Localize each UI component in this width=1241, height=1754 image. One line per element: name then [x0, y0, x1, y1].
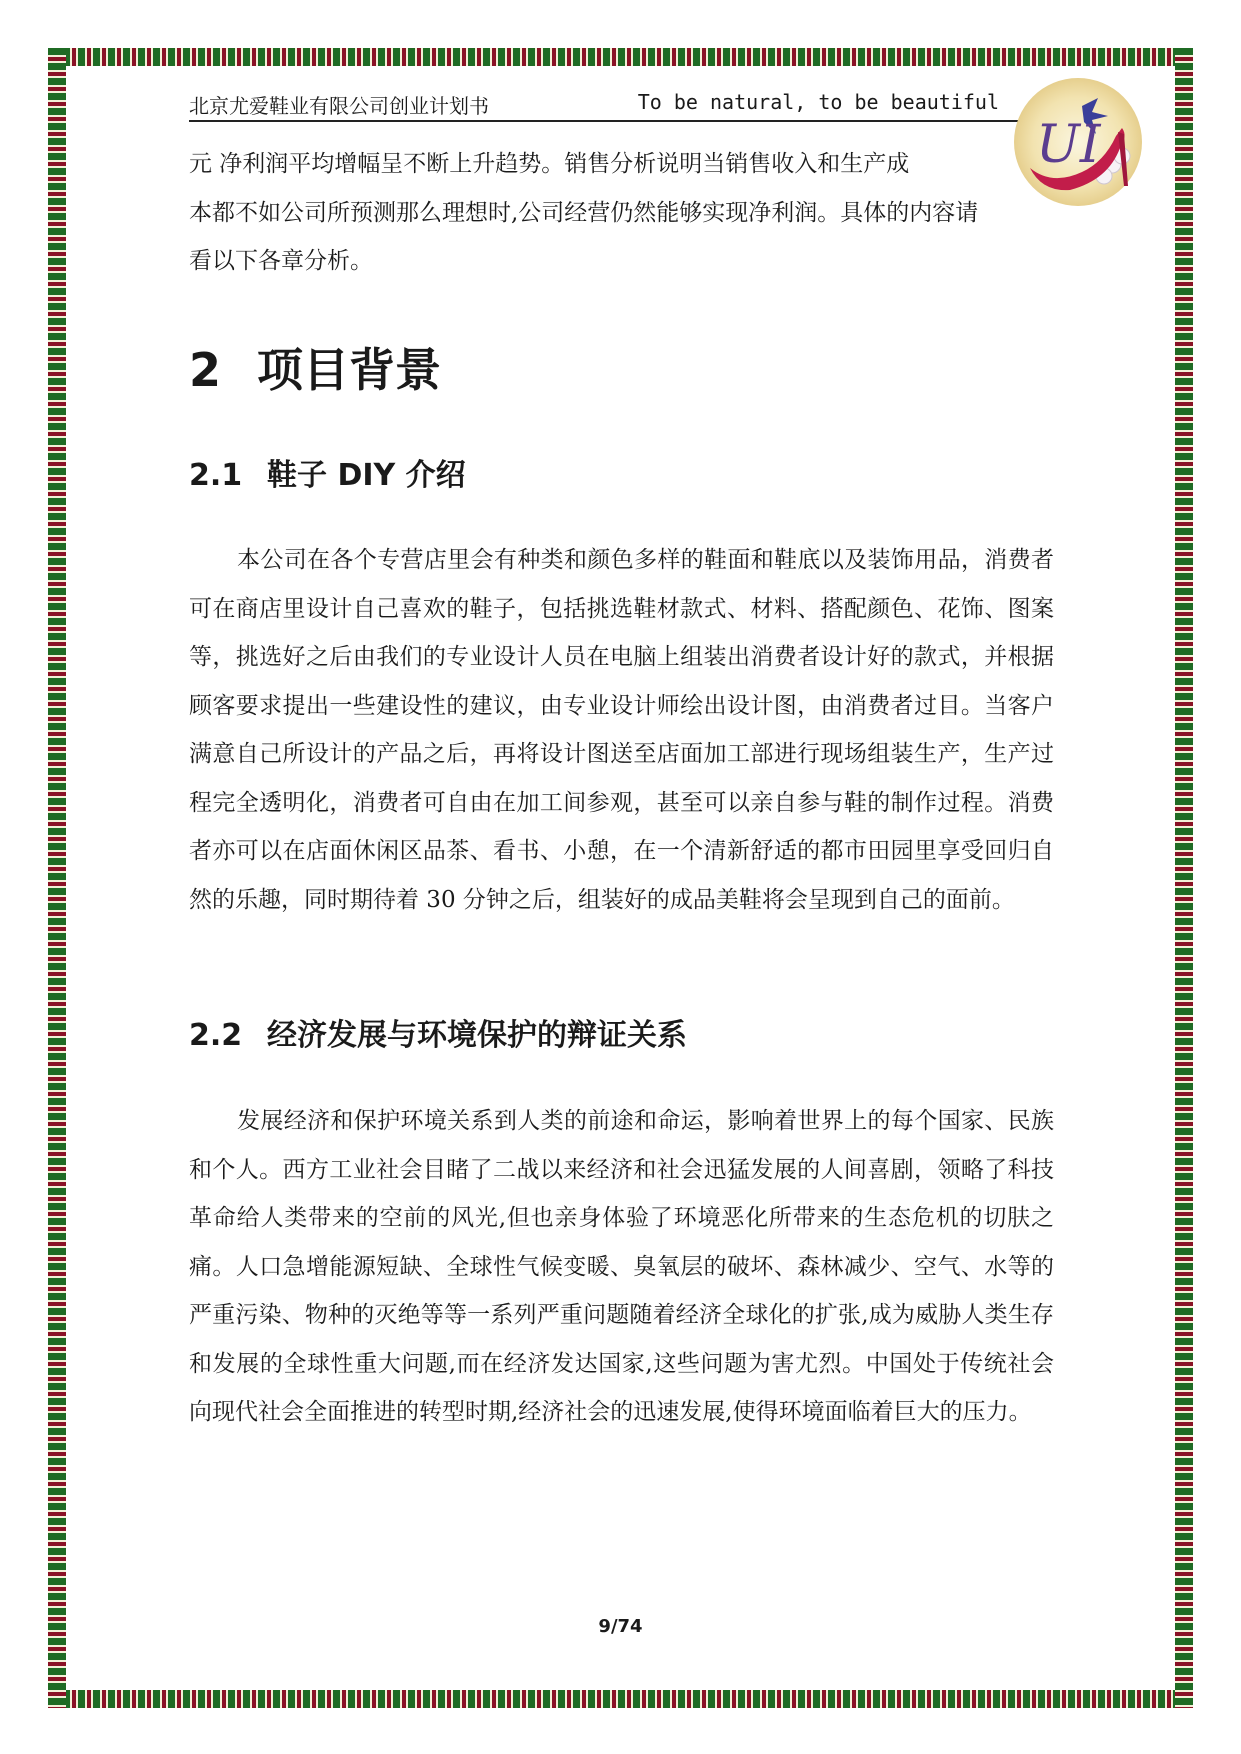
- header-company-title: 北京尤爱鞋业有限公司创业计划书: [189, 94, 489, 118]
- subsection-title: 经济发展与环境保护的辩证关系: [267, 1018, 687, 1053]
- intro-line: 看以下各章分析。: [189, 248, 373, 274]
- page-border-top: [48, 48, 1193, 66]
- page-border-bottom: [48, 1690, 1193, 1708]
- subsection-heading-2-2: [189, 1016, 687, 1056]
- section-number: 2: [189, 343, 222, 397]
- intro-line: 元 净利润平均增幅呈不断上升趋势。销售分析说明当销售收入和生产成: [189, 151, 910, 177]
- subsection-title: 鞋子 DIY 介绍: [267, 458, 466, 493]
- page-border-right: [1175, 48, 1193, 1708]
- intro-line: 本都不如公司所预测那么理想时,公司经营仍然能够实现净利润。具体的内容请: [189, 199, 979, 226]
- logo-lettering: UI: [1036, 115, 1101, 175]
- page-number: 9/74: [598, 1616, 643, 1637]
- intro-paragraph: [189, 140, 1054, 286]
- page-border-left: [48, 48, 66, 1708]
- page-header: [189, 86, 1019, 122]
- subsection-number: 2.1: [189, 458, 243, 493]
- section-heading: [189, 340, 441, 400]
- section-title: 项目背景: [257, 343, 441, 397]
- subsection-2-1-paragraph: 本公司在各个专营店里会有种类和颜色多样的鞋面和鞋底以及装饰用品，消费者可在商店里设计自己喜欢的鞋子，包括挑选鞋材款式、材料、搭配颜色、花饰、图案等，挑选好之后由我们的专业设计人员在电脑上组装出消费者设计好的款式，并根据顾客要求提出一些建设性的建议，由专业设计师绘出设计图，由消费者过目。当客户满意自己所设计的产品之后，再将设计图送至店面加工部进行现场组装生产，生产过程完全透明化，消费者可自由在加工间参观，甚至可以亲自参与鞋的制作过程。消费者亦可以在店面休闲区品茶、看书、小憩，在一个清新舒适的都市田园里享受回归自然的乐趣，同时期待着 30 分钟之后，组装好的成品美鞋将会呈现到自己的面前。: [189, 547, 1054, 913]
- subsection-2-2-paragraph: 发展经济和保护环境关系到人类的前途和命运，影响着世界上的每个国家、民族和个人。西方工业社会目睹了二战以来经济和社会迅猛发展的人间喜剧，领略了科技革命给人类带来的空前的风光,但也亲身体验了环境恶化所带来的生态危机的切肤之痛。人口急增能源短缺、全球性气候变暖、臭氧层的破坏、森林减少、空气、水等的严重污染、物种的灭绝等等一系列严重问题随着经济全球化的扩张,成为威胁人类生存和发展的全球性重大问题,而在经济发达国家,这些问题为害尤烈。中国处于传统社会向现代社会全面推进的转型时期,经济社会的迅速发展,使得环境面临着巨大的压力。: [189, 1108, 1054, 1425]
- subsection-heading-2-1: [189, 456, 466, 496]
- subsection-number: 2.2: [189, 1018, 243, 1053]
- header-slogan: To be natural, to be beautiful: [637, 90, 999, 114]
